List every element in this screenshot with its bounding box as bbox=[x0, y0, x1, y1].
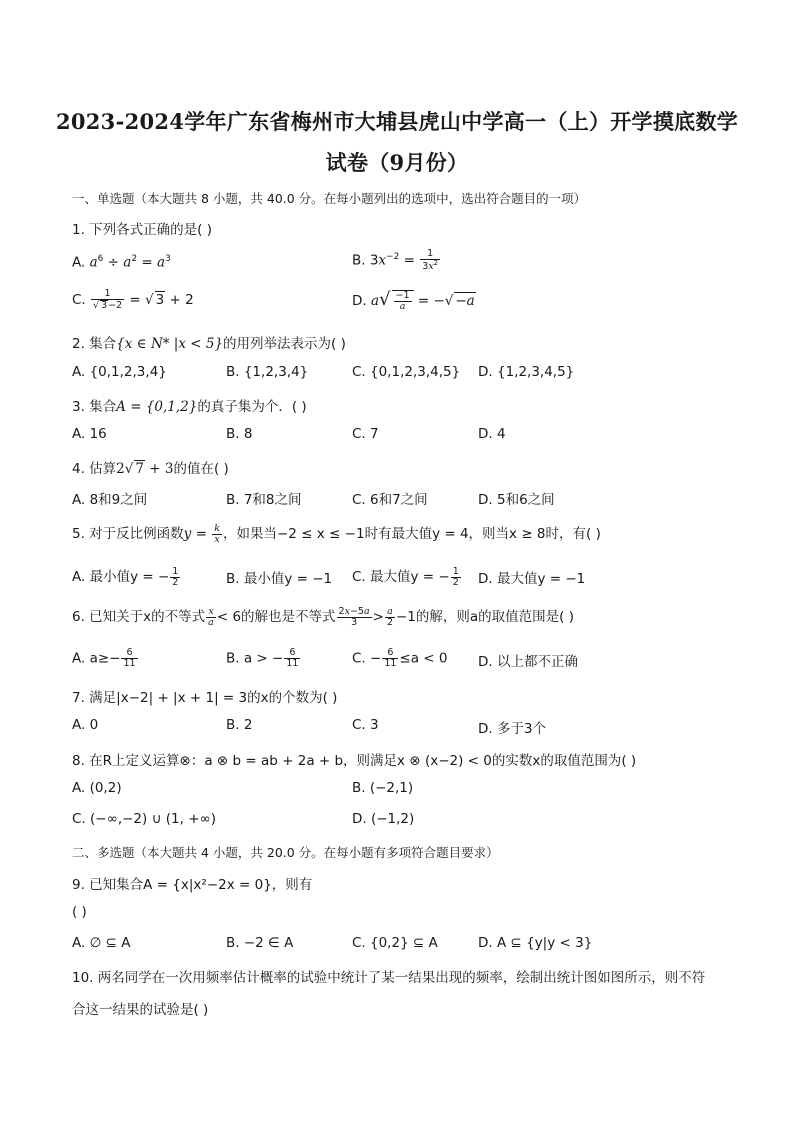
question-2-stem bbox=[72, 332, 346, 352]
question-9-stem: 9. 已知集合A = {x|x²−2x = 0}，则有 bbox=[72, 877, 313, 893]
option-text: C. − bbox=[352, 650, 382, 667]
question-8-option-a: A. (0,2) bbox=[72, 780, 122, 796]
question-5-stem: 5. 对于反比例函数y = $\frac{k}{x}$ ，如果当−2 ≤ x ≤ −1时有最大值y = 4，则当x ≥ 8时，有( ) bbox=[72, 522, 601, 545]
option-label: C. bbox=[72, 291, 86, 308]
question-5-option-c: C. 最大值y = − $\frac{1}{2}$ bbox=[352, 565, 459, 588]
question-7-option-d: D. 多于3个 bbox=[478, 721, 547, 737]
question-1-option-b: B. $3x^{-2}$ = $\frac{1}{3x^2}$ bbox=[352, 248, 439, 273]
section-2-heading: 二、多选题（本大题共 4 小题，共 20.0 分。在每小题有多项符合题目要求） bbox=[72, 845, 499, 860]
exam-title-line-1: 2023-2024学年广东省梅州市大埔县虎山中学高一（上）开学摸底数学 bbox=[55, 109, 739, 134]
stem-math: {x ∈ N* |x < 5} bbox=[116, 336, 224, 352]
question-2-option-c: C. {0,1,2,3,4,5} bbox=[352, 364, 461, 380]
question-1-option-c: C. $\frac{1}{√ 3-2}$ = √ 3 + 2 bbox=[72, 288, 194, 311]
question-6-option-a: A. a≥− $\frac{6}{11}$ bbox=[72, 647, 136, 669]
question-2-option-a: A. {0,1,2,3,4} bbox=[72, 364, 167, 380]
question-6-option-c: C. − $\frac{6}{11}$ ≤a < 0 bbox=[352, 647, 448, 669]
question-7-option-c: C. 3 bbox=[352, 717, 379, 733]
option-text: A. 最小值y = − bbox=[72, 569, 170, 585]
question-7-option-b: B. 2 bbox=[226, 717, 253, 733]
question-6-stem: 6. 已知关于x的不等式 $\frac{x}{a}$ < 6的解也是不等式 $\frac{2x-5a}{3}$ > $\frac{a}{2}$ −1的解，则a的取值范围是( ) bbox=[72, 605, 574, 628]
question-3-option-d: D. 4 bbox=[478, 426, 506, 442]
option-label: B. bbox=[352, 252, 366, 269]
stem-text: 的用列举法表示为( ) bbox=[223, 336, 346, 352]
question-8-option-b: B. (−2,1) bbox=[352, 780, 414, 796]
question-5-option-a: A. 最小值y = − $\frac{1}{2}$ bbox=[72, 565, 179, 588]
question-7-option-a: A. 0 bbox=[72, 717, 99, 733]
stem-text: 5. 对于反比例函数 bbox=[72, 526, 184, 542]
question-1-option-a: A. $a^6 \div a^2 = a^3$ bbox=[72, 254, 171, 271]
question-2-option-b: B. {1,2,3,4} bbox=[226, 364, 309, 380]
question-1-option-d: D. a√ $\frac{-1}{a}$ = −√ −a bbox=[352, 289, 475, 312]
stem-text: > bbox=[372, 609, 384, 625]
question-2-option-d: D. {1,2,3,4,5} bbox=[478, 364, 575, 380]
question-3-stem bbox=[72, 395, 307, 415]
question-7-stem: 7. 满足|x−2| + |x + 1| = 3的x的个数为( ) bbox=[72, 690, 338, 706]
question-1-stem: 1. 下列各式正确的是( ) bbox=[72, 222, 212, 238]
question-3-option-a: A. 16 bbox=[72, 426, 107, 442]
question-6-option-d: D. 以上都不正确 bbox=[478, 654, 578, 670]
stem-text: < 6的解也是不等式 bbox=[216, 609, 336, 625]
question-9-option-a: A. ∅ ⊆ A bbox=[72, 935, 131, 951]
question-4-option-b: B. 7和8之间 bbox=[226, 492, 302, 508]
option-text: A. a≥− bbox=[72, 650, 121, 667]
question-4-option-c: C. 6和7之间 bbox=[352, 492, 428, 508]
question-5-option-d: D. 最大值y = −1 bbox=[478, 571, 586, 587]
stem-math: A = {0,1,2} bbox=[116, 399, 198, 415]
question-4-option-d: D. 5和6之间 bbox=[478, 492, 555, 508]
option-text: C. 最大值y = − bbox=[352, 569, 450, 585]
stem-text: 2. 集合 bbox=[72, 336, 117, 352]
option-text: B. a > − bbox=[226, 650, 284, 667]
question-3-option-c: C. 7 bbox=[352, 426, 379, 442]
section-1-heading: 一、单选题（本大题共 8 小题，共 40.0 分。在每小题列出的选项中，选出符合题目的一项） bbox=[72, 191, 587, 206]
question-9-option-c: C. {0,2} ⊆ A bbox=[352, 935, 438, 951]
question-10-stem-line-2: 合这一结果的试验是( ) bbox=[72, 1002, 209, 1018]
question-6-option-b: B. a > − $\frac{6}{11}$ bbox=[226, 647, 299, 669]
question-9-answer-paren: ( ) bbox=[72, 904, 87, 920]
question-5-option-b: B. 最小值y = −1 bbox=[226, 571, 333, 587]
option-label: A. bbox=[72, 254, 86, 271]
question-10-stem-line-1: 10. 两名同学在一次用频率估计概率的试验中统计了某一结果出现的频率，绘制出统计图如图所示，则不符 bbox=[72, 970, 706, 986]
stem-text: 4. 估算 bbox=[72, 461, 117, 477]
option-text: ≤a < 0 bbox=[399, 650, 448, 667]
question-9-option-b: B. −2 ∈ A bbox=[226, 935, 294, 951]
stem-text: ，如果当−2 ≤ x ≤ −1时有最大值y = 4，则当x ≥ 8时，有( ) bbox=[222, 526, 601, 542]
question-4-option-a: A. 8和9之间 bbox=[72, 492, 148, 508]
stem-text: 的值在( ) bbox=[173, 461, 229, 477]
question-9-option-d: D. A ⊆ {y|y < 3} bbox=[478, 935, 593, 951]
option-label: D. bbox=[352, 293, 367, 309]
stem-text: 6. 已知关于x的不等式 bbox=[72, 609, 206, 625]
exam-title-line-2: 试卷（9月份） bbox=[325, 150, 469, 175]
question-4-stem: 4. 估算2√ 7 + 3的值在( ) bbox=[72, 461, 229, 477]
stem-text: 的真子集为个．( ) bbox=[197, 399, 307, 415]
question-3-option-b: B. 8 bbox=[226, 426, 253, 442]
stem-text: 3. 集合 bbox=[72, 399, 117, 415]
question-8-option-d: D. (−1,2) bbox=[352, 811, 415, 827]
question-8-stem: 8. 在R上定义运算⊗：a ⊗ b = ab + 2a + b，则满足x ⊗ (x−2) < 0的实数x的取值范围为( ) bbox=[72, 753, 637, 769]
question-8-option-c: C. (−∞,−2) ∪ (1, +∞) bbox=[72, 811, 217, 827]
stem-text: −1的解，则a的取值范围是( ) bbox=[396, 609, 574, 625]
